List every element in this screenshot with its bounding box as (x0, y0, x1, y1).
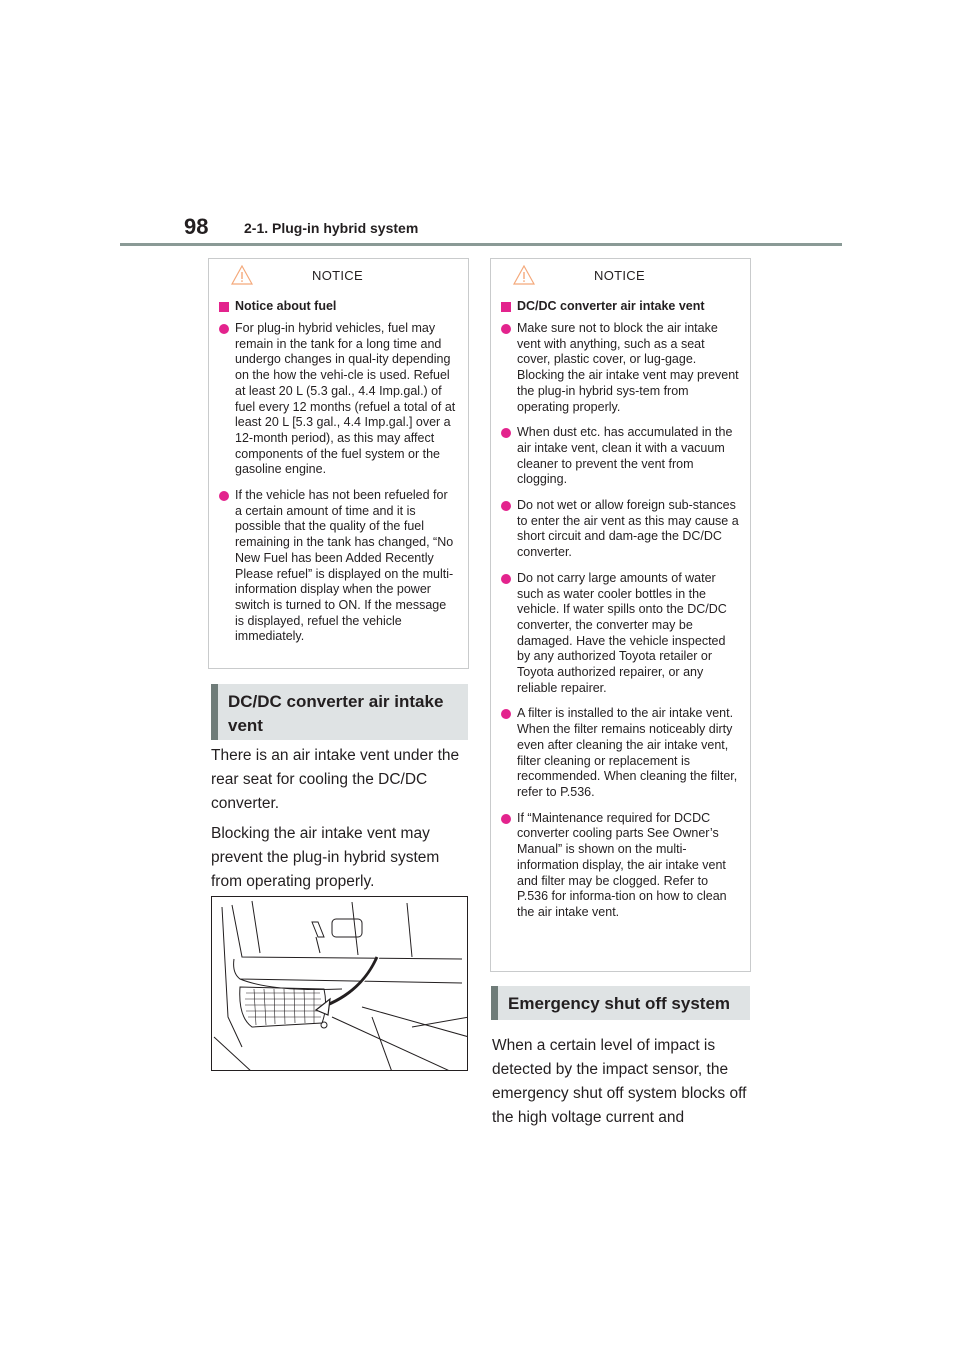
list-item: Do not carry large amounts of water such as water cooler bottles in the vehicle. If water spills onto the DC/DC converter, the converter may be damaged. Have the vehicle inspected by any authorized Toyota retailer or Toyota authorized repairer, or any reliable repairer. (499, 571, 740, 697)
list-item: Do not wet or allow foreign sub-stances to enter the air vent as this may cause a short circuit and dam-age the DC/DC converter. (499, 498, 740, 561)
dot-bullet-icon (501, 324, 511, 334)
list-item: If the vehicle has not been refueled for a certain amount of time and it is possible that the quality of the fuel remaining in the tank has changed, “No New Fuel has been Added Recently Please refuel” is displayed on the multi-information display when the power switch is turned to ON. If the message is displayed, refuel the vehicle immediately. (217, 488, 458, 645)
dcdc-body-text (211, 744, 473, 900)
notice-box-dcdc (490, 258, 751, 972)
page-number: 98 (184, 214, 209, 239)
list-item: For plug-in hybrid vehicles, fuel may remain in the tank for a long time and undergo changes in qual-ity depending on the how the vehi-cle is used. Refuel at least 20 L (5.3 gal., 4.4 Imp.gal.) of fuel every 12 months (refuel a total of at least 20 L [5.3 gal., 4.4 Imp.gal.] over a 12-month period), as this may affect components of the fuel system or the gasoline engine. (217, 321, 458, 478)
notice-subheading: Notice about fuel (217, 299, 458, 313)
section-heading-dcdc: DC/DC converter air intake vent (211, 684, 468, 740)
notice-label: NOTICE (594, 267, 645, 283)
notice-label: NOTICE (312, 267, 363, 283)
dot-bullet-icon (501, 501, 511, 511)
list-item: When dust etc. has accumulated in the air intake vent, clean it with a vacuum cleaner to prevent the vent from clogging. (499, 425, 740, 488)
emergency-body-text (492, 1034, 756, 1136)
list-item: If “Maintenance required for DCDC converter cooling parts See Owner’s Manual” is shown on the multi-information display, the air intake vent and filter may be clogged. Refer to P.536 for informa-tion on how to clean the air intake vent. (499, 811, 740, 921)
header-rule (120, 243, 842, 246)
dot-bullet-icon (501, 428, 511, 438)
paragraph: Blocking the air intake vent may prevent the plug-in hybrid system from operating properly. (211, 825, 440, 890)
rear-seat-drawing-icon (212, 897, 468, 1071)
section-title: 2-1. Plug-in hybrid system (244, 220, 419, 236)
warning-triangle-icon (513, 265, 535, 285)
notice-header (499, 259, 740, 291)
list-item: A filter is installed to the air intake vent. When the filter remains noticeably dirty even after cleaning the air intake vent, filter cleaning or replacement is recommended. When cleaning the filter, refer to P.536. (499, 706, 740, 800)
rear-seat-air-intake-illustration (211, 896, 468, 1071)
list-item: Make sure not to block the air intake vent with anything, such as a seat cover, plastic cover, or lug-gage. Blocking the air intake vent may prevent the plug-in hybrid sys-tem from operating properly. (499, 321, 740, 415)
square-bullet-icon (501, 302, 511, 312)
square-bullet-icon (219, 302, 229, 312)
notice-subheading: DC/DC converter air intake vent (499, 299, 740, 313)
section-heading-emergency: Emergency shut off system (491, 986, 750, 1020)
paragraph: When a certain level of impact is detected by the impact sensor, the emergency shut off system blocks off the high voltage current and (492, 1037, 747, 1126)
notice-header (217, 259, 458, 291)
warning-triangle-icon (231, 265, 253, 285)
dot-bullet-icon (501, 709, 511, 719)
dot-bullet-icon (501, 814, 511, 824)
notice-box-fuel (208, 258, 469, 669)
dot-bullet-icon (219, 491, 229, 501)
paragraph: There is an air intake vent under the rear seat for cooling the DC/DC converter. (211, 747, 460, 812)
dot-bullet-icon (501, 574, 511, 584)
dot-bullet-icon (219, 324, 229, 334)
